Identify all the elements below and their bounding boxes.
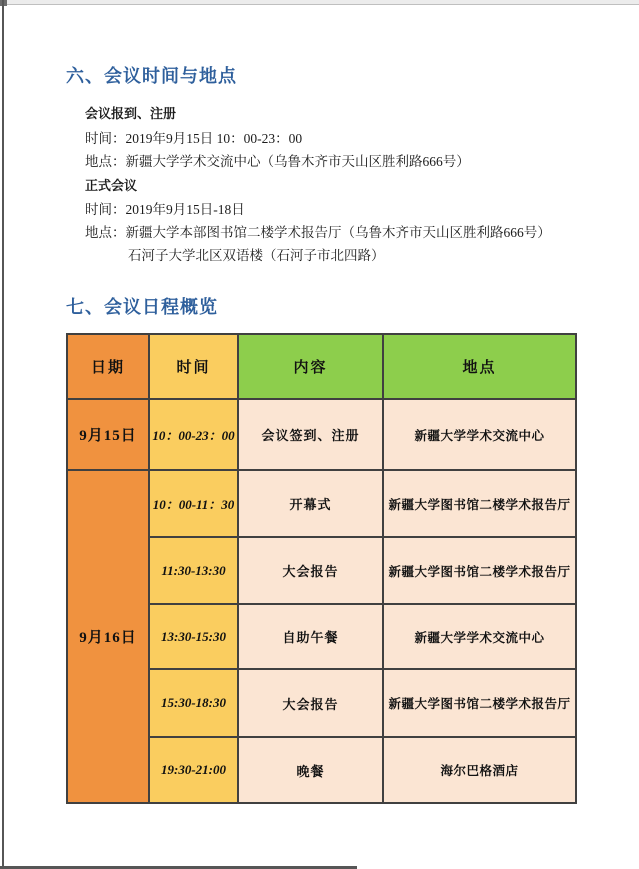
schedule-content-cell: 晚餐 xyxy=(238,737,383,803)
schedule-time-cell: 13:30-15:30 xyxy=(149,604,238,669)
page-left-edge xyxy=(2,0,4,869)
registration-subheading: 会议报到、注册 xyxy=(85,106,177,121)
schedule-place-cell: 新疆大学图书馆二楼学术报告厅 xyxy=(383,669,576,737)
schedule-date-cell: 9月15日 xyxy=(67,399,149,470)
schedule-content-cell: 开幕式 xyxy=(238,470,383,537)
registration-place-line: 地点：新疆大学学术交流中心（乌鲁木齐市天山区胜利路666号） xyxy=(85,154,470,169)
schedule-time-cell: 10：00-11：30 xyxy=(149,470,238,537)
schedule-header-row xyxy=(67,334,576,399)
header-date: 日期 xyxy=(67,334,149,399)
schedule-date-cell: 9月16日 xyxy=(67,470,149,803)
schedule-place-cell: 新疆大学图书馆二楼学术报告厅 xyxy=(383,537,576,604)
header-content: 内容 xyxy=(238,334,383,399)
schedule-table xyxy=(66,333,577,804)
schedule-content-cell: 大会报告 xyxy=(238,537,383,604)
section-venue-heading: 六、会议时间与地点 xyxy=(66,66,237,86)
schedule-place-cell: 新疆大学学术交流中心 xyxy=(383,399,576,470)
schedule-time-cell: 15:30-18:30 xyxy=(149,669,238,737)
schedule-content-cell: 会议签到、注册 xyxy=(238,399,383,470)
schedule-place-cell: 海尔巴格酒店 xyxy=(383,737,576,803)
table-row xyxy=(67,470,576,537)
page-top-edge xyxy=(0,0,639,5)
formal-place-line: 地点：新疆大学本部图书馆二楼学术报告厅（乌鲁木齐市天山区胜利路666号） xyxy=(85,225,551,240)
section-schedule-heading: 七、会议日程概览 xyxy=(66,297,218,317)
schedule-time-cell: 19:30-21:00 xyxy=(149,737,238,803)
header-place: 地点 xyxy=(383,334,576,399)
formal-meeting-subheading: 正式会议 xyxy=(85,178,138,193)
formal-place-line-2: 石河子大学北区双语楼（石河子市北四路） xyxy=(128,248,385,263)
schedule-content-cell: 大会报告 xyxy=(238,669,383,737)
schedule-place-cell: 新疆大学学术交流中心 xyxy=(383,604,576,669)
header-time: 时间 xyxy=(149,334,238,399)
schedule-time-cell: 11:30-13:30 xyxy=(149,537,238,604)
schedule-content-cell: 自助午餐 xyxy=(238,604,383,669)
formal-time-line: 时间：2019年9月15日-18日 xyxy=(85,202,245,217)
schedule-place-cell: 新疆大学图书馆二楼学术报告厅 xyxy=(383,470,576,537)
schedule-time-cell: 10：00-23：00 xyxy=(149,399,238,470)
table-row xyxy=(67,399,576,470)
registration-time-line: 时间：2019年9月15日 10：00-23：00 xyxy=(85,131,303,146)
